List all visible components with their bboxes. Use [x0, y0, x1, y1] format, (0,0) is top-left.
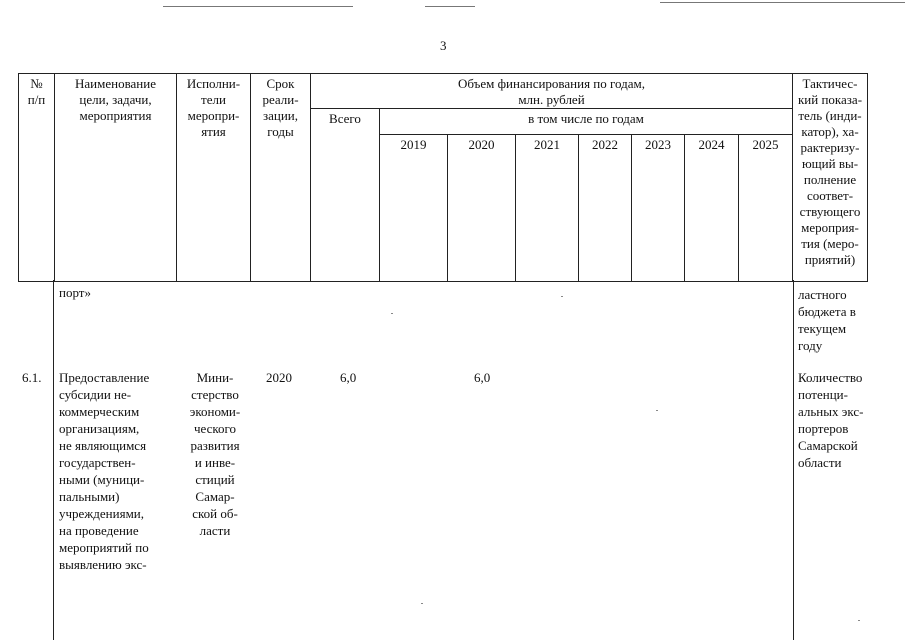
scan-speck — [656, 410, 658, 411]
row-2020: 6,0 — [474, 370, 491, 385]
body-border-left — [53, 280, 54, 640]
body-border-right — [793, 280, 794, 640]
row-number: 6.1. — [22, 370, 42, 385]
top-rule-right — [660, 2, 905, 3]
page-number: 3 — [440, 38, 447, 53]
header-year-2021: 2021 — [516, 135, 579, 282]
row-executor: Мини- стерство экономи- ческого развития и инве- стиций Самар- ской об- ласти — [189, 370, 241, 538]
continuation-name-tail: порт» — [59, 285, 91, 300]
top-rule-left — [163, 6, 353, 7]
row-name: Предоставление субсидии не- коммерческим организациям, не являющимся государствен- ными (муници- пальными) учреждениями, на проведение мероприятий по выявлению экс- — [59, 370, 150, 572]
header-by-years: в том числе по годам — [380, 109, 793, 135]
header-year-2025: 2025 — [739, 135, 793, 282]
header-year-2024: 2024 — [685, 135, 739, 282]
header-term: Срок реали- зации, годы — [251, 74, 311, 282]
header-year-2022: 2022 — [579, 135, 632, 282]
header-year-2023: 2023 — [632, 135, 685, 282]
row-indicator: Количество потенци- альных экс- портеров Самарской области — [798, 370, 864, 470]
header-year-2019: 2019 — [380, 135, 448, 282]
header-name: Наименование цели, задачи, мероприятия — [55, 74, 177, 282]
scan-speck — [858, 620, 860, 621]
header-num: № п/п — [19, 74, 55, 282]
header-funding-title: Объем финансирования по годам, млн. рублей — [311, 74, 793, 109]
header-executors: Исполни- тели меропри- ятия — [177, 74, 251, 282]
continuation-indicator-tail: ластного бюджета в текущем году — [798, 287, 856, 353]
header-table — [18, 73, 868, 282]
header-indicator: Тактичес- кий показа- тель (инди- катор), ха- рактеризу- ющий вы- полнение соответ- ствующего мероприя- тия (меро- приятий) — [793, 74, 868, 282]
scan-speck — [421, 603, 423, 604]
scan-speck — [391, 313, 393, 314]
header-total: Всего — [311, 109, 380, 282]
row-term: 2020 — [266, 370, 292, 385]
header-year-2020: 2020 — [448, 135, 516, 282]
row-total: 6,0 — [340, 370, 357, 385]
scan-speck — [561, 296, 563, 297]
top-rule-mid — [425, 6, 475, 7]
